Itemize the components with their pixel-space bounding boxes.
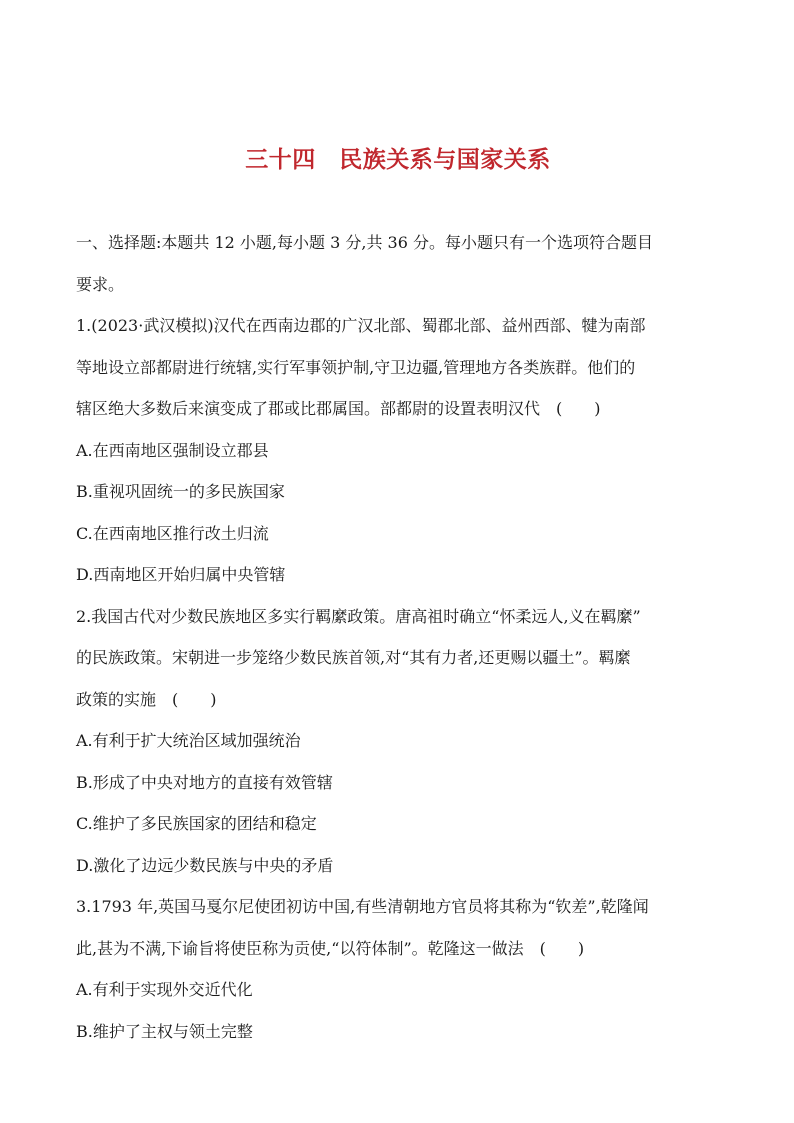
option-b: B.形成了中央对地方的直接有效管辖 [76, 772, 333, 792]
intro-line: 一、选择题:本题共 12 小题,每小题 3 分,共 36 分。每小题只有一个选项符合题目 [76, 233, 653, 252]
option-b: B.维护了主权与领土完整 [76, 1021, 253, 1041]
option-c: C.维护了多民族国家的团结和稳定 [76, 814, 317, 833]
stem-line: 的民族政策。宋朝进一步笼络少数民族首领,对“其有力者,还更赐以疆土”。羁縻 [76, 648, 631, 667]
intro-line: 要求。 [76, 274, 125, 294]
question-stem [76, 886, 720, 969]
stem-line: 2.我国古代对少数民族地区多实行羁縻政策。唐高祖时确立“怀柔远人,义在羁縻” [76, 606, 641, 626]
question-stem [76, 305, 720, 430]
option-d: D.西南地区开始归属中央管辖 [76, 565, 286, 584]
option-a: A.有利于扩大统治区域加强统治 [76, 731, 301, 750]
option-a: A.在西南地区强制设立郡县 [76, 440, 269, 460]
question-2 [76, 596, 720, 887]
section-intro [76, 222, 720, 305]
option-b: B.重视巩固统一的多民族国家 [76, 482, 285, 501]
stem-line: 3.1793 年,英国马戛尔尼使团初访中国,有些清朝地方官员将其称为“钦差”,乾隆闻 [76, 897, 649, 916]
stem-line: 辖区绝大多数后来演变成了郡或比郡属国。部都尉的设置表明汉代 ( ) [76, 399, 601, 418]
page-title: 三十四 民族关系与国家关系 [245, 147, 551, 173]
stem-line: 等地设立部都尉进行统辖,实行军事领护制,守卫边疆,管理地方各类族群。他们的 [76, 357, 636, 377]
question-1 [76, 305, 720, 596]
option-d: D.激化了边远少数民族与中央的矛盾 [76, 855, 334, 875]
option-a: A.有利于实现外交近代化 [76, 980, 253, 999]
question-stem [76, 596, 720, 721]
option-c: C.在西南地区推行改土归流 [76, 523, 269, 543]
content [76, 222, 720, 1052]
stem-line: 此,甚为不满,下谕旨将使臣称为贡使,“以符体制”。乾隆这一做法 ( ) [76, 938, 585, 958]
stem-line: 1.(2023·武汉模拟)汉代在西南边郡的广汉北部、蜀郡北部、益州西部、犍为南部 [76, 316, 646, 335]
question-3 [76, 886, 720, 1052]
stem-line: 政策的实施 ( ) [76, 689, 217, 709]
